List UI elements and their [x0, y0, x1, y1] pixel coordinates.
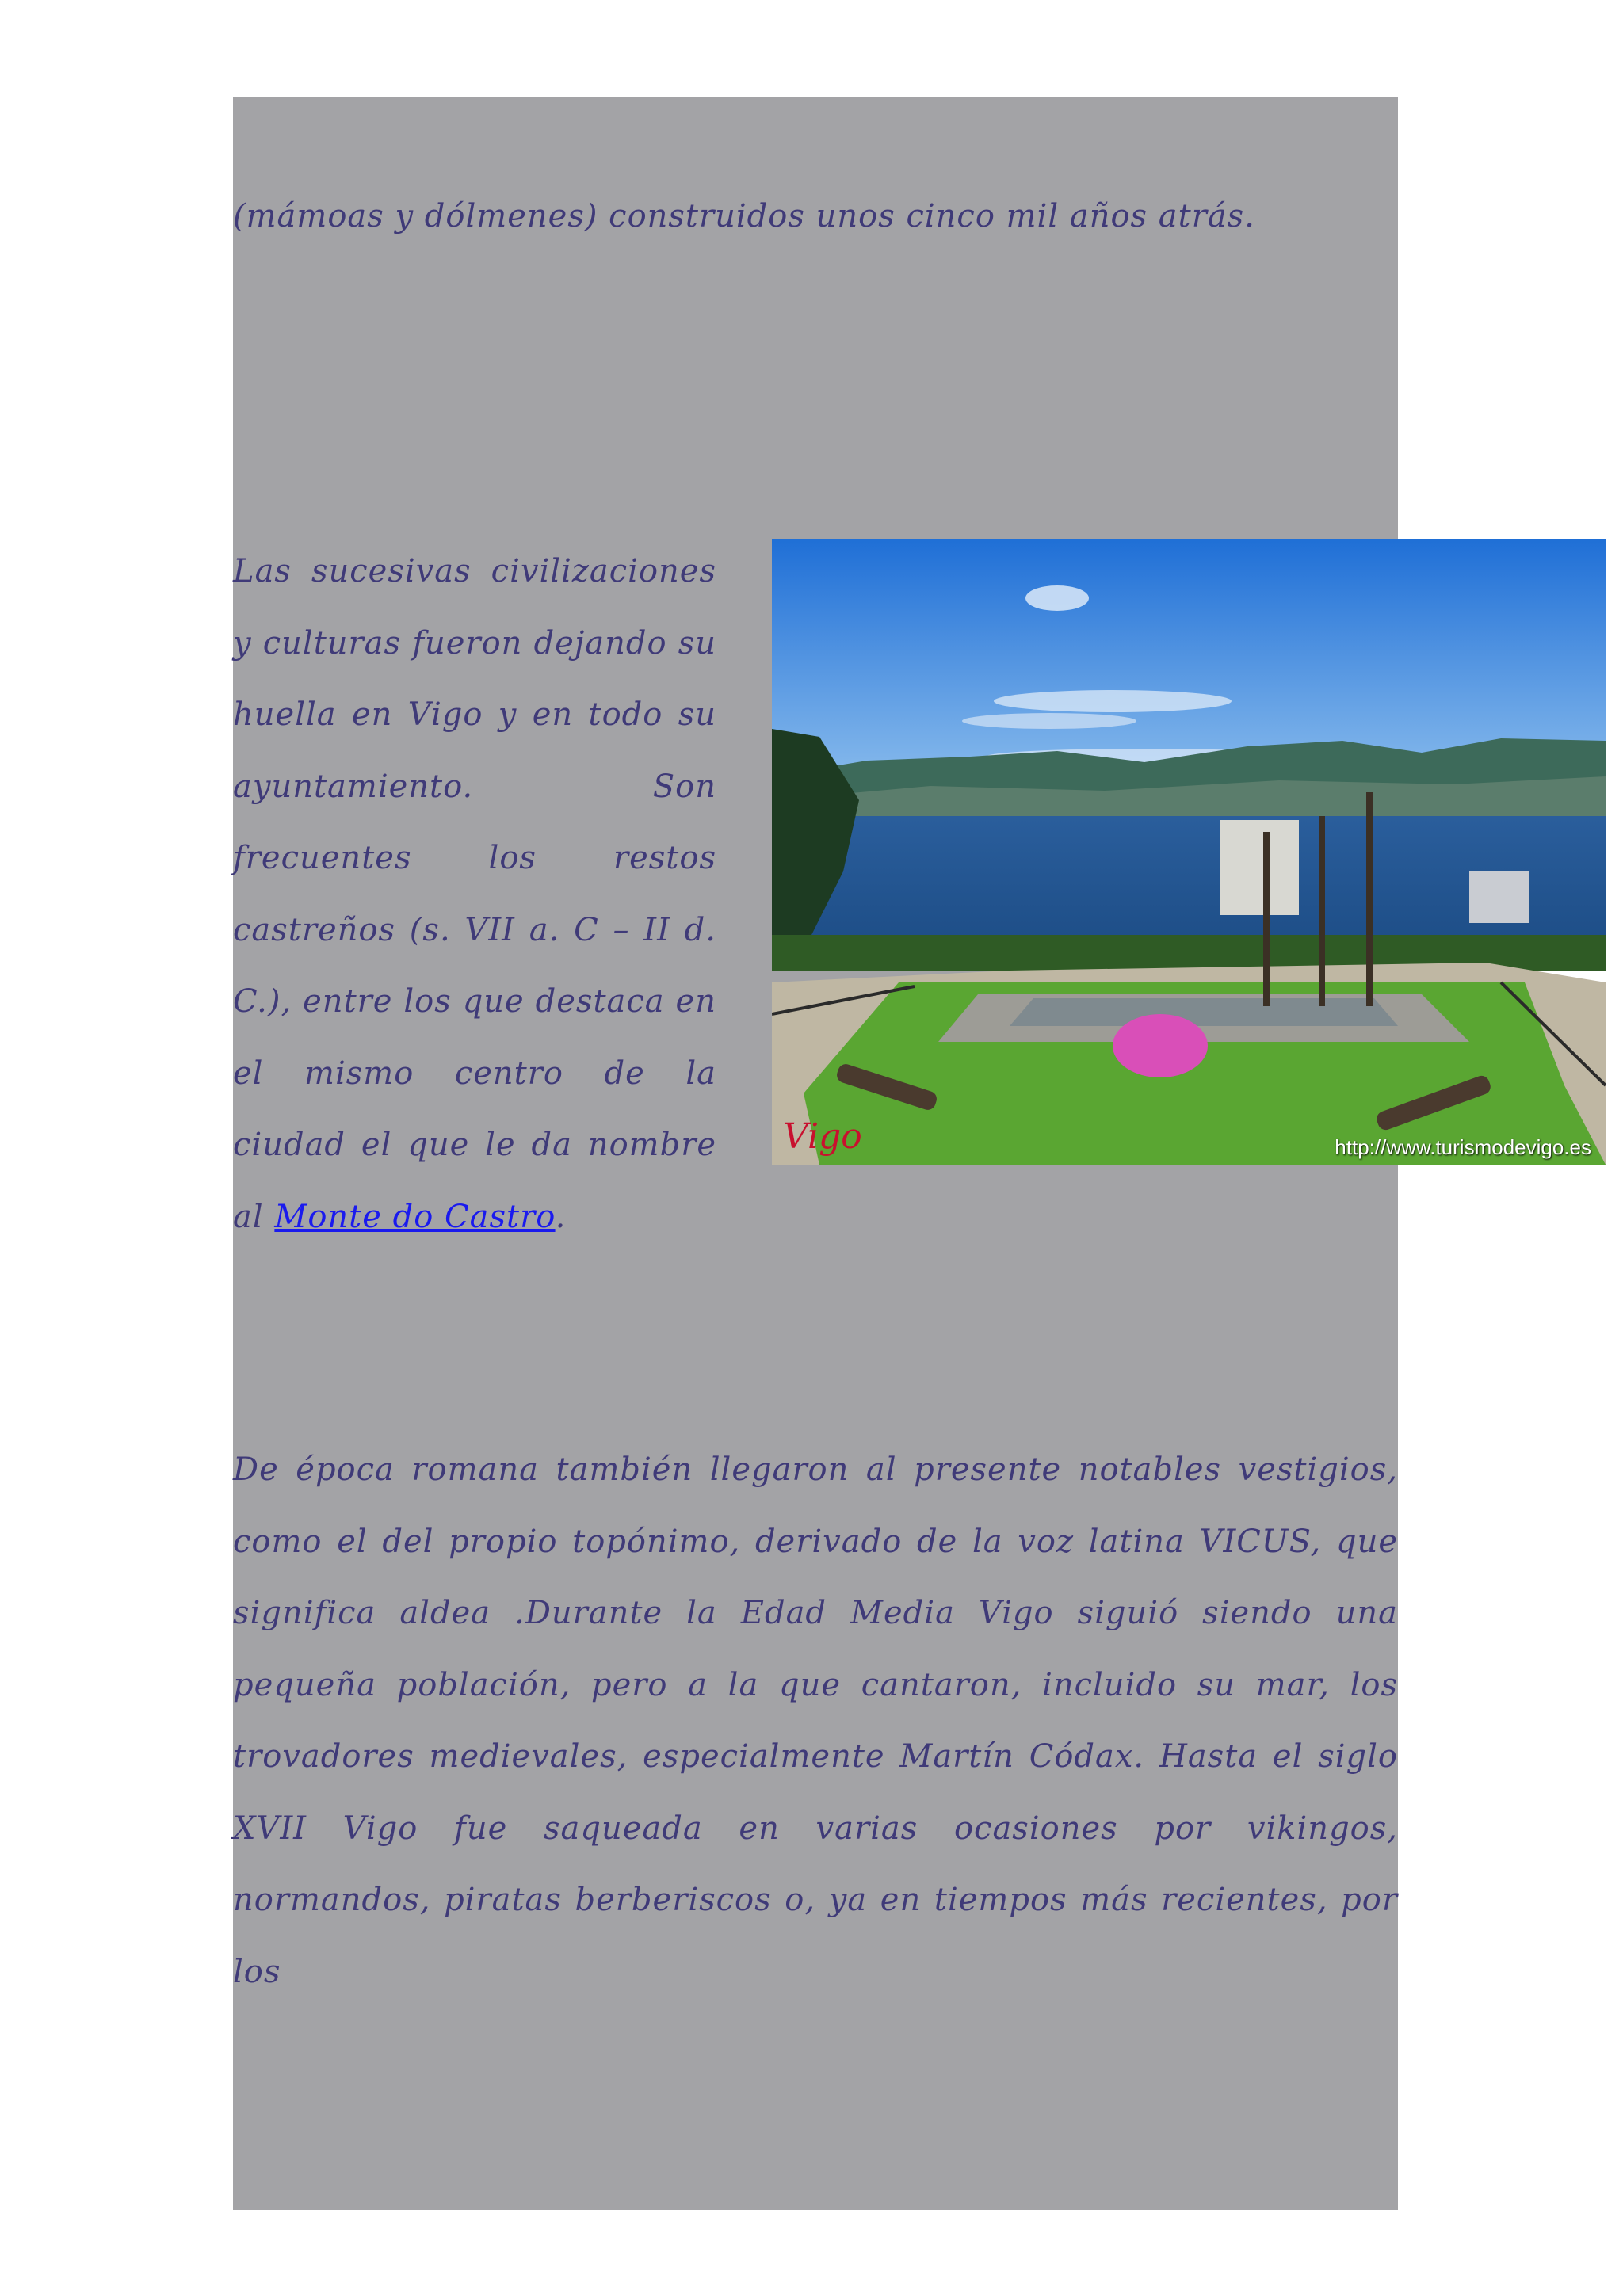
paragraph-civilizations — [233, 536, 716, 1253]
paragraph-roman-era: De época romana también llegaron al presente notables vestigios, como el del propio topónimo, derivado de la voz latina VICUS, que significa aldea .Durante la Edad Media Vigo siguió siendo una pequeña población, pero a la que cantaron, incluido su mar, los trovadores medievales, especialmente Martín Códax. Hasta el siglo XVII Vigo fue saqueada en varias ocasiones por vikingos, normandos, piratas berberiscos o, ya en tiempos más recientes, por los — [233, 1451, 1398, 1990]
monte-do-castro-link[interactable]: Monte do Castro — [274, 1198, 556, 1235]
paragraph-civilizations-end: . — [555, 1198, 567, 1235]
vigo-photo — [772, 539, 1606, 1165]
paragraph-civilizations-text: Las sucesivas civilizaciones y culturas fueron dejando su huella en Vigo y en todo su ayuntamiento. Son frecuentes los restos castreños (s. VII a. C – II d. C.), entre los que destaca en el mismo centro de la ciudad el que le da nombre al — [233, 553, 716, 1235]
vigo-logo: Vigo — [783, 1116, 862, 1157]
paragraph-intro: (mámoas y dólmenes) construidos unos cinco mil años atrás. — [233, 198, 1255, 235]
vigo-photo-drawing — [772, 539, 1606, 1165]
photo-watermark: http://www.turismodevigo.es — [1335, 1135, 1591, 1159]
